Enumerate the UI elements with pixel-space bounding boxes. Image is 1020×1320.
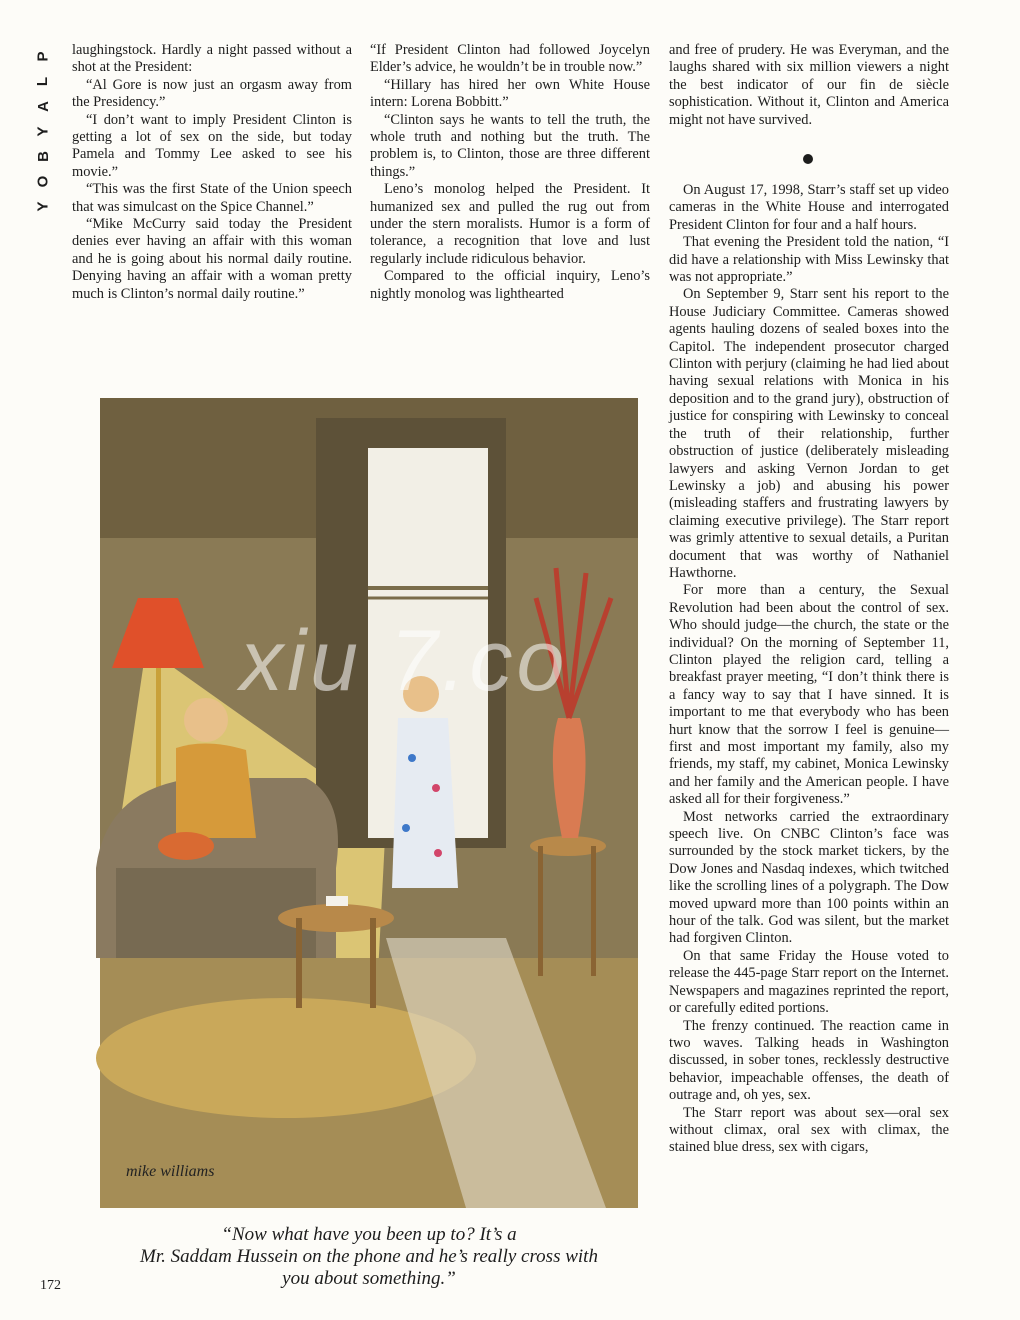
cat-icon [158,832,214,860]
text-column-3-top [669,42,949,129]
paragraph: “If President Clinton had followed Joycelyn Elder’s advice, he wouldn’t be in trouble now.” [370,42,650,76]
spine-letter: O [34,175,52,188]
cartoon-caption [86,1224,652,1290]
woman-figure [403,676,439,712]
text-column-1 [72,42,352,303]
text-column-3 [669,182,949,1157]
paragraph: “I don’t want to imply President Clinton is getting a lot of sex on the side, but today Pamela and Tommy Lee asked to see his movie.” [72,111,352,180]
paragraph: The frenzy continued. The reaction came in two waves. Talking heads in Washington discussed, in sober tones, recklessly destructive behavior, impeachable offenses, the death of outrage and, oh yes, sex. [669,1017,949,1104]
paragraph: “Hillary has hired her own White House intern: Lorena Bobbitt.” [370,76,650,111]
spine-letter: Y [34,126,52,137]
cartoon-signature: mike williams [126,1163,215,1180]
page-number: 172 [40,1278,61,1293]
paragraph: Most networks carried the extraordinary speech live. On CNBC Clinton’s face was surrounded by the stock market tickers, by the Dow Jones and Nasdaq indexes, which twitched like the scrolling lines of a polygraph. The Dow moved upward more than 100 points within an hour of the talk. God was silent, but the market had forgiven Clinton. [669,808,949,947]
paragraph: and free of prudery. He was Everyman, and the laughs shared with six million viewers a night the best indicator of our fin de siècle sophistication. Without it, Clinton and America might not have survived. [669,42,949,128]
spine-letter: L [34,76,52,87]
caption-line: you about something.” [282,1268,456,1289]
paragraph: The Starr report was about sex—oral sex without climax, oral sex with climax, the stained blue dress, sex with cigars, [669,1104,949,1156]
man-figure [184,698,228,742]
paragraph: For more than a century, the Sexual Revolution had been about the control of sex. Who should judge—the church, the state or the individual? On the morning of September 11, Clinton played the religion card, telling a breakfast prayer meeting, “I don’t think there is a fancy way to say that I have sinned. It is important to me that everybody who has been hurt know that the sorrow I feel is genuine—first and most important my family, also my friends, my staff, my cabinet, Monica Lewinsky and her family and the American people. I have asked all for their forgiveness.” [669,582,949,808]
paragraph: “This was the first State of the Union speech that was simulcast on the Spice Channel.” [72,181,352,215]
spine-letter: A [34,101,52,112]
spine-letter: Y [34,201,52,212]
section-break-bullet [803,154,813,164]
magazine-spine-label [28,44,58,219]
paragraph: On August 17, 1998, Starr’s staff set up video cameras in the White House and interrogated President Clinton for four and a half hours. [669,182,949,233]
cartoon-illustration [86,398,652,1208]
spine-letter: B [34,151,52,162]
watermark: xiu 7.co [240,613,569,709]
paragraph: Leno’s monolog helped the President. It humanized sex and pulled the rug out from under the stern moralists. Humor is a form of tolerance, a recognition that love and lust regularly include ridiculous behavior. [370,181,650,267]
paragraph: On September 9, Starr sent his report to the House Judiciary Committee. Cameras showed agents hauling dozens of sealed boxes into the Capitol. The independent prosecutor charged Clinton with perjury (claiming he had lied about having sexual relations with Monica in his deposition and to the grand jury), obstruction of justice for conspiring with Lewinsky to conceal the truth of their relationship, further obstruction of justice (deliberately misleading lawyers and asking Vernon Jordan to get Lewinsky a job) and abusing his power (misleading staffers and frustrating lawyers by claiming executive privilege). The Starr report was grimly attentive to sexual details, a Puritan document that was worthy of Nathaniel Hawthorne. [669,286,949,581]
paragraph: laughingstock. Hardly a night passed without a shot at the President: [72,42,352,76]
caption-line: “Now what have you been up to? It’s a [221,1224,517,1245]
paragraph: “Mike McCurry said today the President denies ever having an affair with this woman and he is going about his normal daily routine. Denying having an affair with a woman pretty much is Clinton’s normal daily routine.” [72,216,352,302]
text-column-2 [370,42,650,303]
paragraph: That evening the President told the nation, “I did have a relationship with Miss Lewinsky that was not appropriate.” [669,234,949,286]
teacup-icon [326,896,348,906]
paragraph: “Clinton says he wants to tell the truth, the whole truth and nothing but the truth. The problem is, to Clinton, those are three different things.” [370,111,650,180]
paragraph: “Al Gore is now just an orgasm away from the Presidency.” [72,76,352,111]
paragraph: On that same Friday the House voted to release the 445-page Starr report on the Internet. Newspapers and magazines reprinted the report, or carefully edited portions. [669,947,949,1017]
spine-letter: P [34,51,52,62]
paragraph: Compared to the official inquiry, Leno’s nightly monolog was lighthearted [370,268,650,302]
caption-line: Mr. Saddam Hussein on the phone and he’s really cross with [140,1246,598,1267]
